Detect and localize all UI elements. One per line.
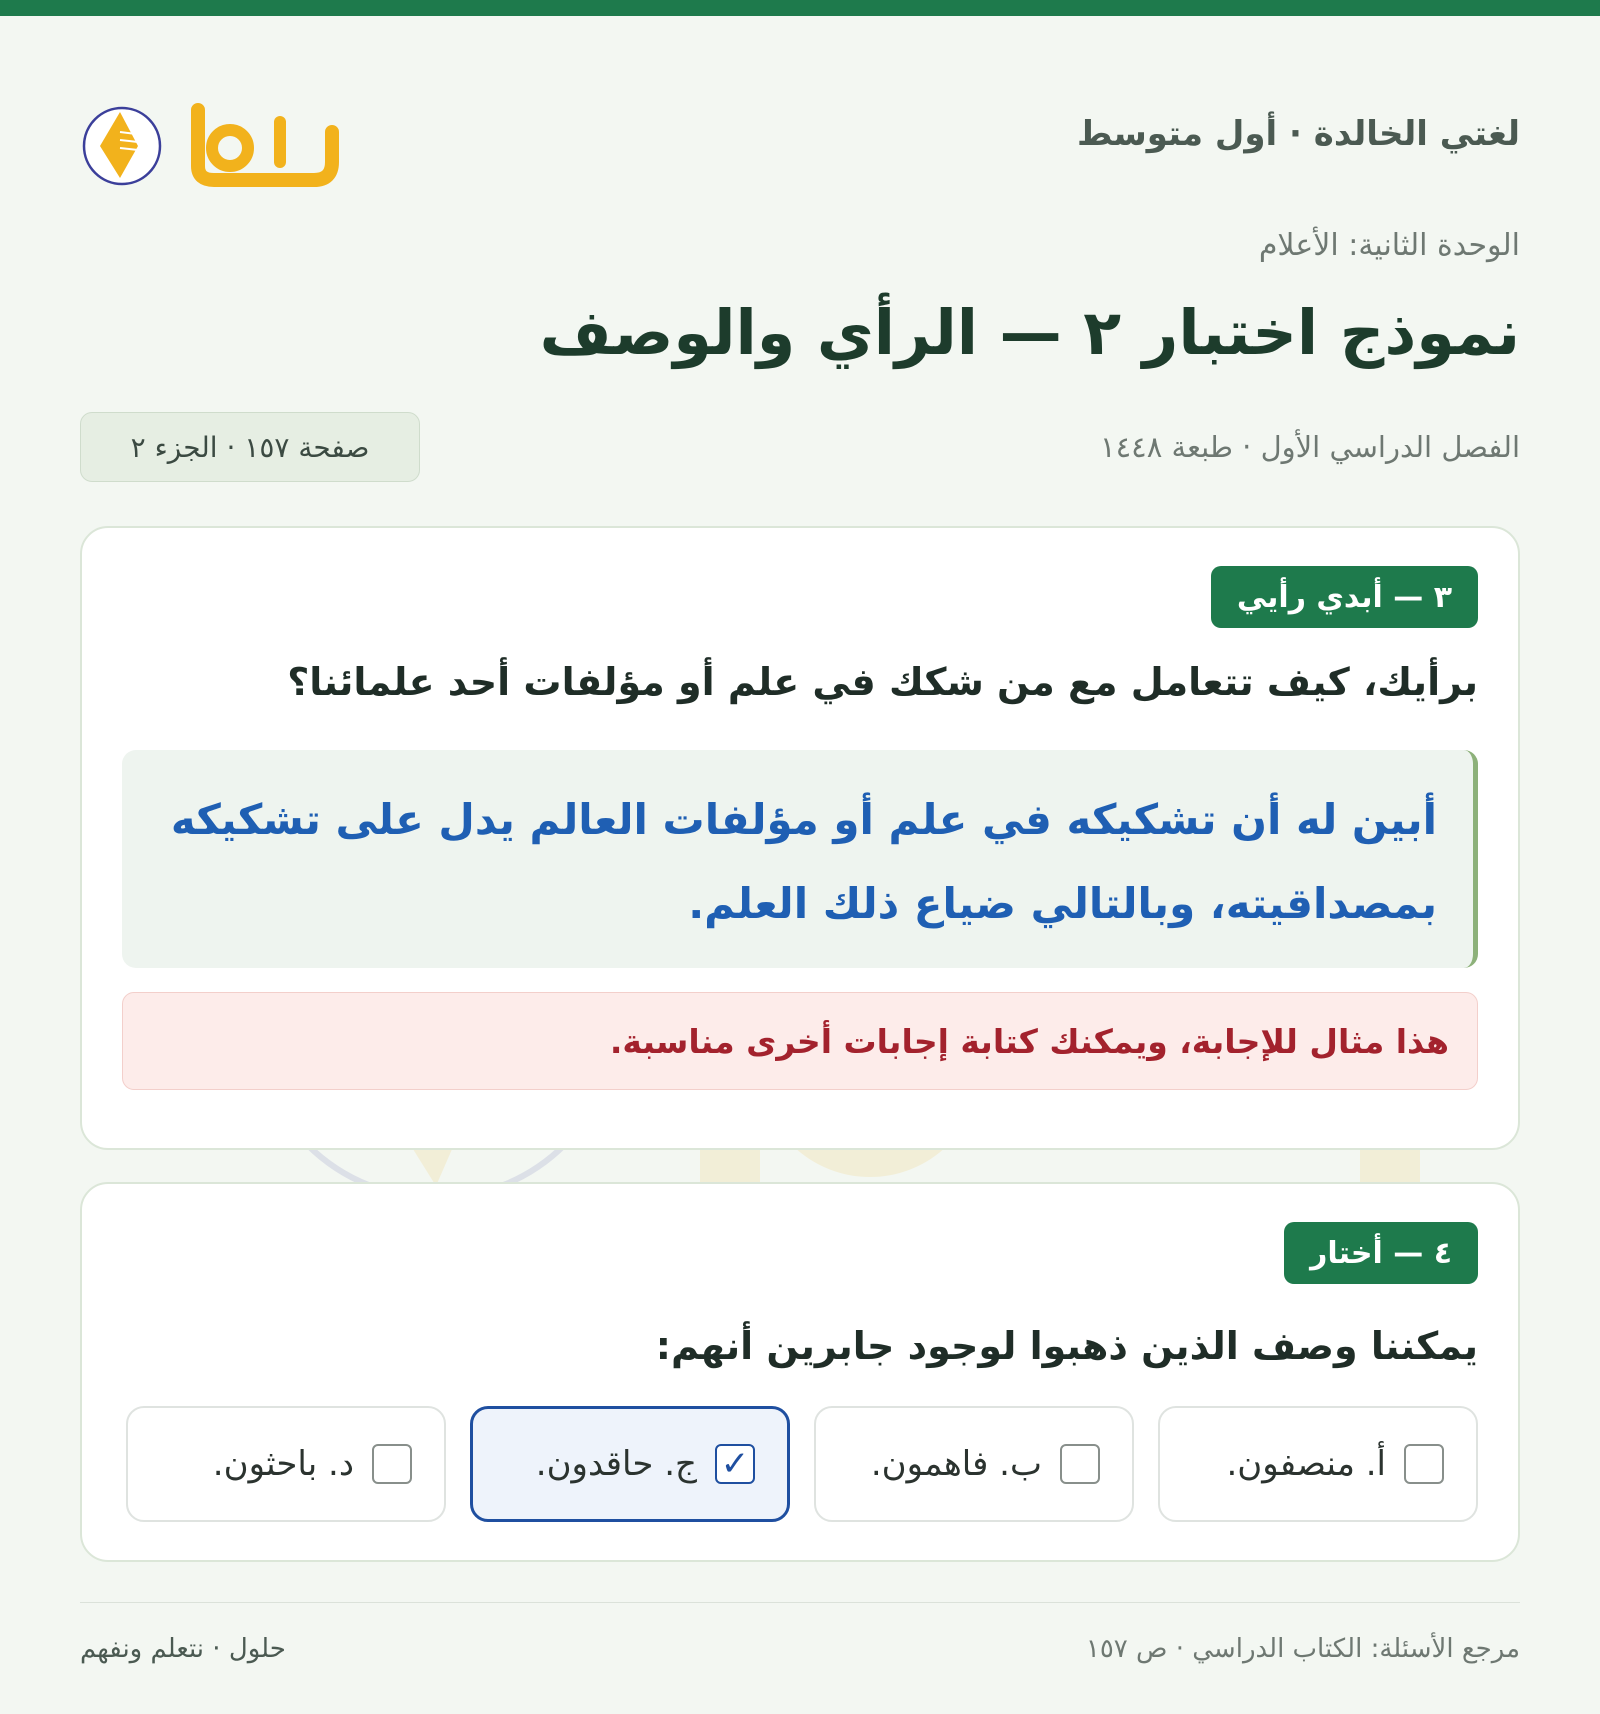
page-title: نموذج اختبار ٢ — الرأي والوصف [539,296,1520,369]
option-label: د. باحثون. [212,1444,354,1484]
question-text: يمكننا وصف الذين ذهبوا لوجود جابرين أنهم: [655,1324,1478,1368]
hulool-logo[interactable] [80,92,360,202]
checked-checkbox-icon[interactable]: ✓ [715,1444,755,1484]
checkbox-icon[interactable] [1060,1444,1100,1484]
option-d[interactable] [126,1406,446,1522]
page-badge: صفحة ١٥٧ · الجزء ٢ [80,412,420,482]
question-tag: ٣ — أبدي رأيي [1211,566,1478,628]
question-card-4 [80,1182,1520,1562]
unit-label: الوحدة الثانية: الأعلام [1258,228,1520,263]
question-text: برأيك، كيف تتعامل مع من شكك في علم أو مؤلفات أحد علمائنا؟ [287,660,1478,704]
page [80,16,1520,1714]
answer-note: هذا مثال للإجابة، ويمكنك كتابة إجابات أخرى مناسبة. [122,992,1478,1090]
footer-divider [80,1602,1520,1603]
option-label: ج. حاقدون. [535,1444,697,1484]
option-a[interactable] [1158,1406,1478,1522]
footer-reference: مرجع الأسئلة: الكتاب الدراسي · ص ١٥٧ [1085,1634,1520,1664]
option-label: ب. فاهمون. [870,1444,1042,1484]
question-card-3 [80,526,1520,1150]
checkbox-icon[interactable] [1404,1444,1444,1484]
top-accent-bar [0,0,1600,16]
semester-meta: الفصل الدراسي الأول · طبعة ١٤٤٨ [1100,430,1520,464]
checkbox-icon[interactable] [372,1444,412,1484]
answer-box: أبين له أن تشكيكه في علم أو مؤلفات العالم يدل على تشكيكه بمصداقيته، وبالتالي ضياع ذلك العلم. [122,750,1478,968]
option-c[interactable] [470,1406,790,1522]
question-tag: ٤ — أختار [1284,1222,1478,1284]
footer-brand[interactable]: حلول · نتعلم ونفهم [80,1634,286,1664]
header [80,72,1520,192]
subject-label: لغتي الخالدة · أول متوسط [1076,114,1520,154]
options-group [122,1406,1478,1524]
option-label: أ. منصفون. [1226,1444,1386,1484]
option-b[interactable] [814,1406,1134,1522]
